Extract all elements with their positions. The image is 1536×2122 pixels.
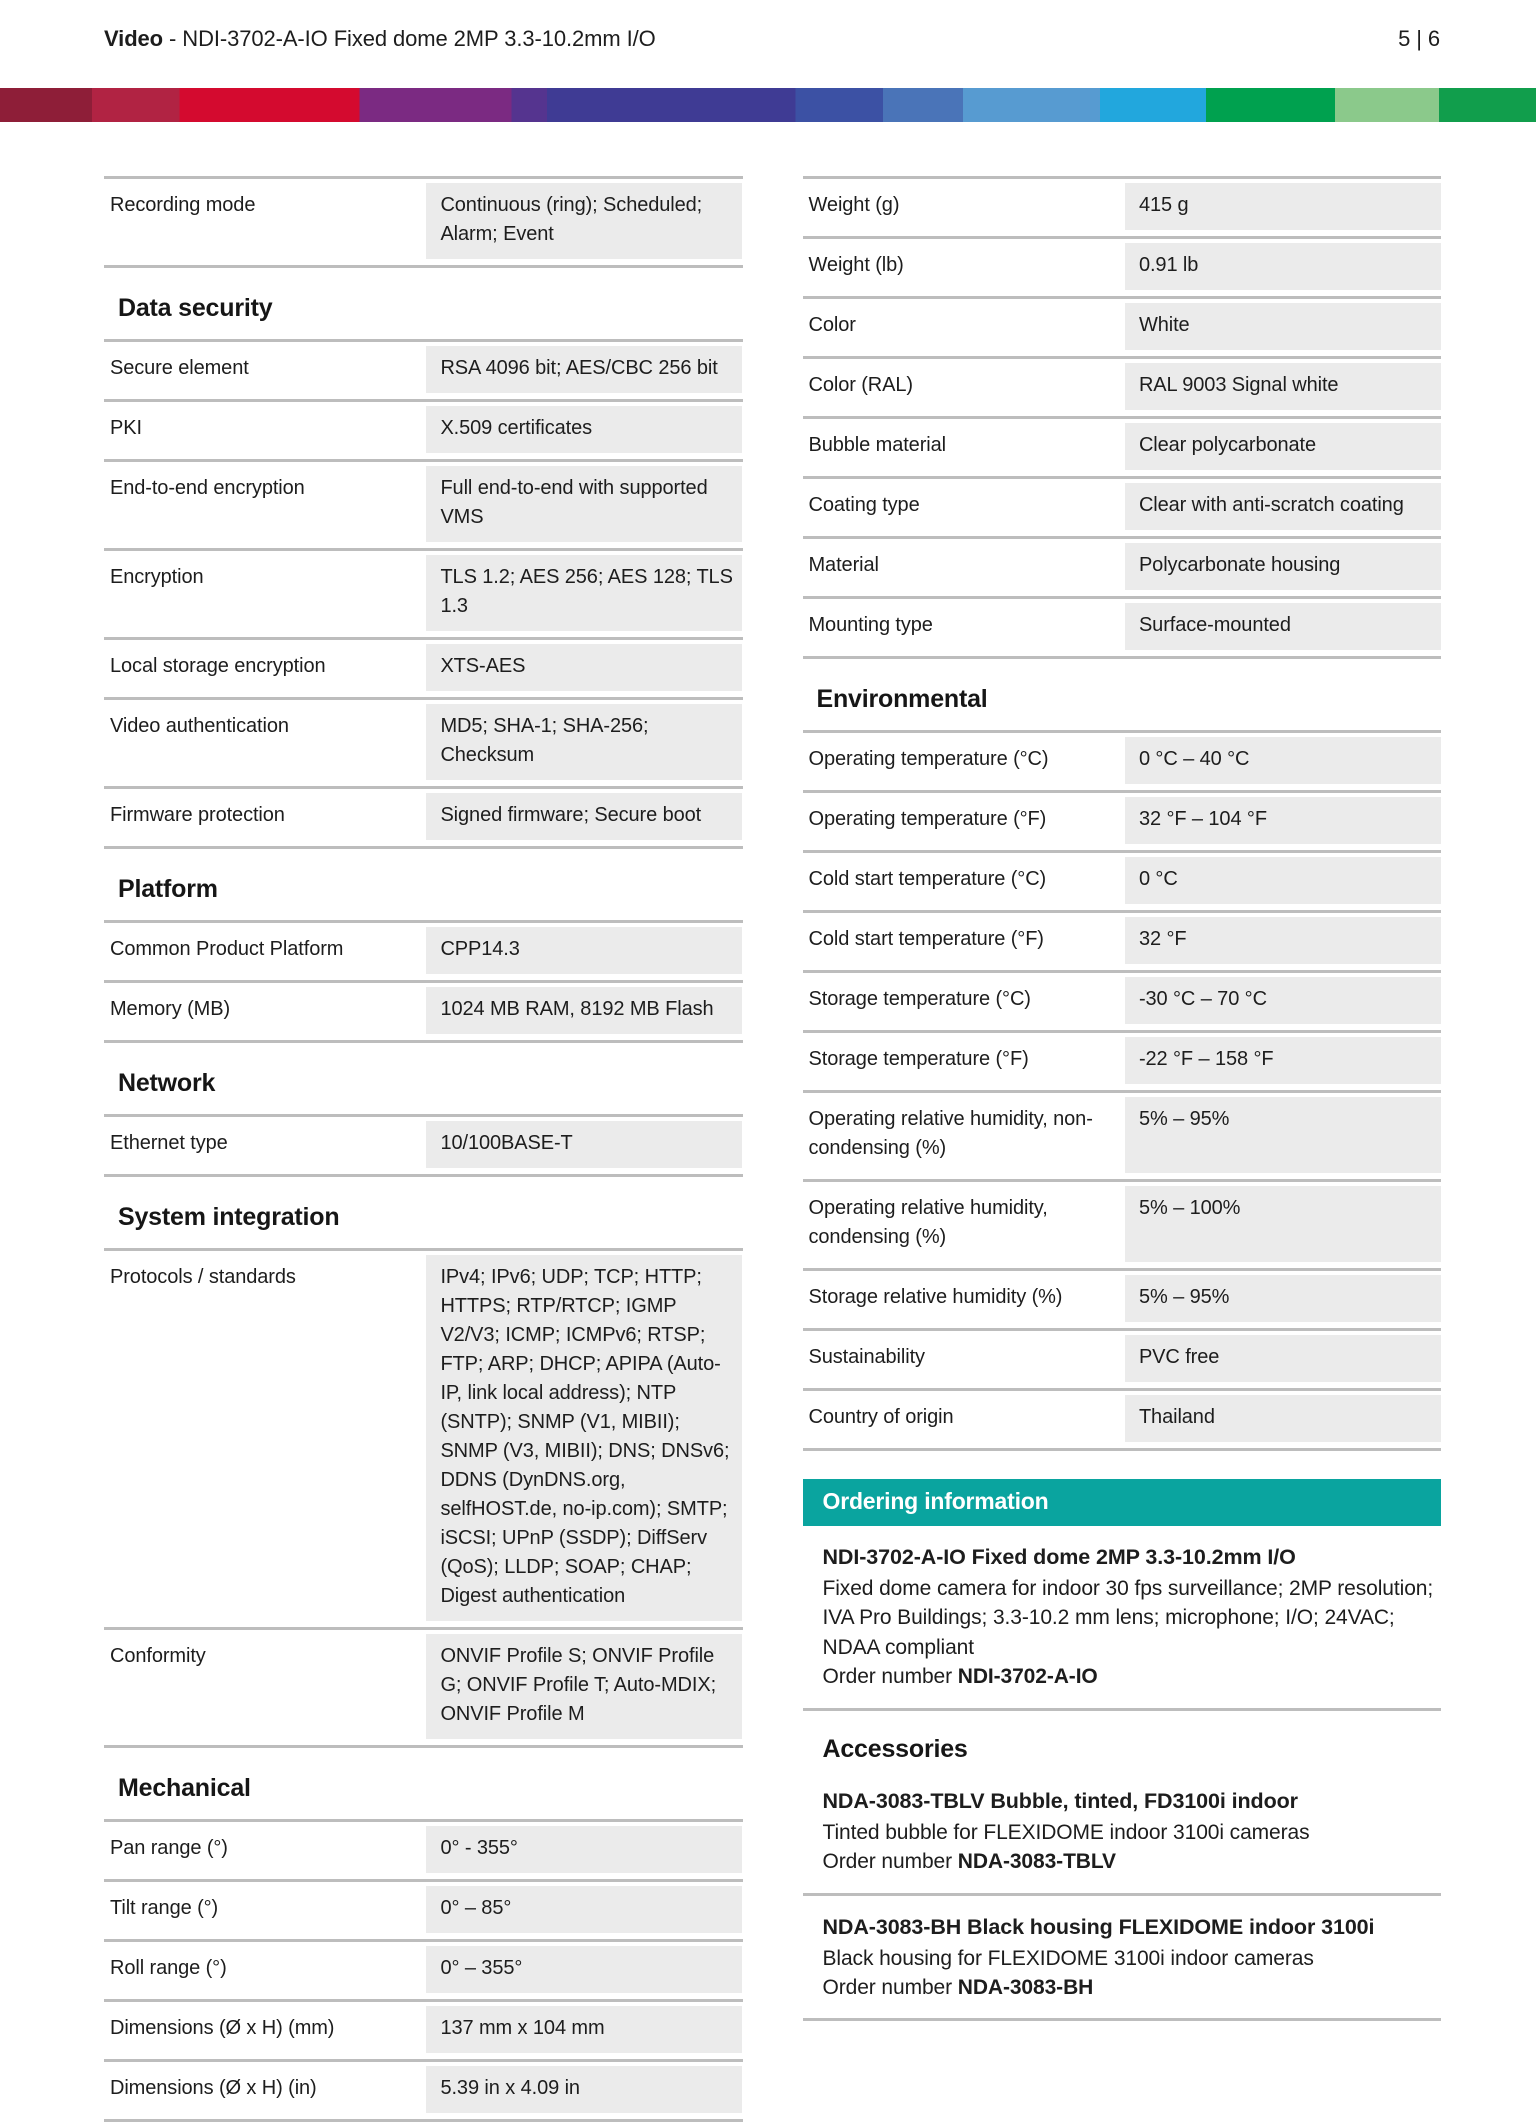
spec-value: Clear polycarbonate [1125,423,1441,470]
spec-label: Bubble material [803,423,1125,470]
spec-value: Surface-mounted [1125,603,1441,650]
order-number: NDI-3702-A-IO [957,1665,1098,1689]
entry-title: NDA-3083-BH Black housing FLEXIDOME indoor 3100i [822,1914,1375,1939]
spec-label: Pan range (°) [104,1826,426,1873]
spec-label: Conformity [104,1634,426,1739]
spec-row [803,479,1442,539]
spec-row [104,789,743,849]
spec-value: 0° – 85° [426,1886,742,1933]
spec-section [104,1774,743,2122]
spec-value: Thailand [1125,1395,1441,1442]
spec-value: 5% – 95% [1125,1097,1441,1173]
section-title: Network [118,1069,216,1097]
spec-label: Protocols / standards [104,1255,426,1621]
product-entry [803,1526,1442,1711]
spec-value: 0 °C – 40 °C [1125,737,1441,784]
spec-value: White [1125,303,1441,350]
page-number: 5 | 6 [1398,26,1440,51]
section-title: Environmental [816,685,988,713]
ordering-accessories [803,1770,1442,2022]
spec-label: Memory (MB) [104,987,426,1034]
ordering-products [803,1526,1442,1711]
spec-label: Weight (g) [803,183,1125,230]
spec-value: 0° – 355° [426,1946,742,1993]
spec-label: Coating type [803,483,1125,530]
order-number: NDA-3083-BH [957,1976,1094,2000]
spec-label: Ethernet type [104,1121,426,1168]
spec-value: Full end-to-end with supported VMS [426,466,742,542]
spec-row [803,419,1442,479]
entry-description: Fixed dome camera for indoor 30 fps surveillance; 2MP resolution; IVA Pro Buildings; 3.3-10.2 mm lens; microphone; I/O; 24VAC; NDAA compliant [822,1577,1434,1659]
spec-label: Operating temperature (°C) [803,737,1125,784]
spec-value: 32 °F – 104 °F [1125,797,1441,844]
spec-row [104,1117,743,1177]
spec-value: Continuous (ring); Scheduled; Alarm; Event [426,183,742,259]
left-column [104,176,743,2122]
spec-section [104,176,743,268]
spec-label: Storage temperature (°C) [803,977,1125,1024]
spec-section [104,1203,743,1748]
spec-value: MD5; SHA-1; SHA-256; Checksum [426,704,742,780]
order-number-line [823,1847,1442,1876]
right-spec-sections [803,176,1442,1451]
spec-row [104,2062,743,2122]
section-title: Mechanical [118,1774,251,1802]
spec-row [104,2002,743,2062]
spec-row [803,1331,1442,1391]
spec-label: Roll range (°) [104,1946,426,1993]
document-title [104,26,656,52]
spec-row [803,1033,1442,1093]
spec-value: 1024 MB RAM, 8192 MB Flash [426,987,742,1034]
spec-value: XTS-AES [426,644,742,691]
spec-label: Firmware protection [104,793,426,840]
spec-content [104,176,1441,2122]
spec-section [104,1069,743,1177]
accessories-heading: Accessories [822,1734,968,1763]
doc-product-title: NDI-3702-A-IO Fixed dome 2MP 3.3-10.2mm I/O [182,26,656,51]
spec-label: Weight (lb) [803,243,1125,290]
spec-row [104,700,743,789]
spec-label: Mounting type [803,603,1125,650]
spec-row [803,913,1442,973]
spec-label: Storage temperature (°F) [803,1037,1125,1084]
order-number-label: Order number [822,1850,958,1874]
entry-description: Tinted bubble for FLEXIDOME indoor 3100i cameras [822,1820,1310,1844]
spec-row [803,599,1442,659]
spec-value: Polycarbonate housing [1125,543,1441,590]
spec-row [104,402,743,462]
spec-row [803,733,1442,793]
spec-row [803,299,1442,359]
doc-category: Video [104,26,164,51]
spec-value: X.509 certificates [426,406,742,453]
spec-table [104,1114,743,1177]
spec-label: Encryption [104,555,426,631]
spec-value: 0 °C [1125,857,1441,904]
spec-label: Common Product Platform [104,927,426,974]
spec-value: ONVIF Profile S; ONVIF Profile G; ONVIF Profile T; Auto-MDIX; ONVIF Profile M [426,1634,742,1739]
accessory-entry [803,1896,1442,2022]
spec-value: Signed firmware; Secure boot [426,793,742,840]
spec-value: -22 °F – 158 °F [1125,1037,1441,1084]
spec-label: Local storage encryption [104,644,426,691]
spec-row [104,1630,743,1748]
section-title: System integration [118,1203,340,1231]
spec-value: IPv4; IPv6; UDP; TCP; HTTP; HTTPS; RTP/RTCP; IGMP V2/V3; ICMP; ICMPv6; RTSP; FTP; ARP; DHCP; APIPA (Auto-IP, link local address); NTP (SNTP); SNMP (V1, MIBII); SNMP (V3, MIBII); DNS; DNSv6; DDNS (DynDNS.org, selfHOST.de, no-ip.com); SMTP; iSCSI; UPnP (SSDP); DiffServ (QoS); LLDP; SOAP; CHAP; Digest authentication [426,1255,742,1621]
spec-value: 137 mm x 104 mm [426,2006,742,2053]
spec-value: 0.91 lb [1125,243,1441,290]
spec-value: RAL 9003 Signal white [1125,363,1441,410]
spec-label: Secure element [104,346,426,393]
spec-label: Operating relative humidity, condensing (%) [803,1186,1125,1262]
spec-label: Video authentication [104,704,426,780]
spec-section [803,685,1442,1451]
ordering-information-section [803,1479,1442,2021]
spec-value: 10/100BASE-T [426,1121,742,1168]
spec-row [803,973,1442,1033]
spec-label: Dimensions (Ø x H) (mm) [104,2006,426,2053]
order-number-line [823,1973,1442,2002]
entry-title: NDA-3083-TBLV Bubble, tinted, FD3100i indoor [822,1788,1298,1813]
spec-section [803,176,1442,659]
spec-row [803,853,1442,913]
spec-row [803,179,1442,239]
spec-value: CPP14.3 [426,927,742,974]
spec-row [104,551,743,640]
spec-label: End-to-end encryption [104,466,426,542]
spec-section [104,875,743,1043]
spec-row [803,1093,1442,1182]
right-column [803,176,1442,2122]
spec-table [104,920,743,1043]
spec-row [104,640,743,700]
spec-row [803,793,1442,853]
ordering-information-header: Ordering information [803,1479,1442,1526]
section-title: Platform [118,875,218,903]
spec-row [104,462,743,551]
spec-table [803,730,1442,1451]
spec-value: 5% – 100% [1125,1186,1441,1262]
spec-row [104,179,743,268]
spec-label: Operating temperature (°F) [803,797,1125,844]
spec-label: Cold start temperature (°C) [803,857,1125,904]
spec-table [104,339,743,849]
spec-value: PVC free [1125,1335,1441,1382]
spec-label: Storage relative humidity (%) [803,1275,1125,1322]
spec-row [104,1942,743,2002]
doc-title-separator: - [163,26,183,51]
spec-label: Cold start temperature (°F) [803,917,1125,964]
spec-value: 5.39 in x 4.09 in [426,2066,742,2113]
accessory-entry [803,1770,1442,1896]
spec-value: TLS 1.2; AES 256; AES 128; TLS 1.3 [426,555,742,631]
spec-value: 0° - 355° [426,1826,742,1873]
spec-table [803,176,1442,659]
spec-label: Material [803,543,1125,590]
spec-value: 32 °F [1125,917,1441,964]
spec-row [803,239,1442,299]
spec-table [104,1819,743,2122]
spec-label: Tilt range (°) [104,1886,426,1933]
brand-color-band [0,88,1536,122]
spec-row [104,983,743,1043]
spec-row [803,359,1442,419]
entry-description: Black housing for FLEXIDOME 3100i indoor cameras [822,1946,1314,1970]
spec-table [104,176,743,268]
spec-section [104,294,743,849]
order-number-line [823,1662,1442,1691]
spec-value: RSA 4096 bit; AES/CBC 256 bit [426,346,742,393]
spec-value: 5% – 95% [1125,1275,1441,1322]
spec-row [104,1822,743,1882]
spec-row [104,923,743,983]
spec-label: Dimensions (Ø x H) (in) [104,2066,426,2113]
order-number-label: Order number [822,1976,958,2000]
document-header [104,26,1440,52]
spec-label: PKI [104,406,426,453]
order-number: NDA-3083-TBLV [957,1850,1116,1874]
spec-row [803,1391,1442,1451]
spec-label: Recording mode [104,183,426,259]
section-title: Data security [118,294,273,322]
spec-label: Color [803,303,1125,350]
spec-row [104,1251,743,1630]
spec-label: Operating relative humidity, non-condensing (%) [803,1097,1125,1173]
spec-table [104,1248,743,1748]
spec-row [803,539,1442,599]
spec-label: Sustainability [803,1335,1125,1382]
spec-row [803,1182,1442,1271]
spec-value: Clear with anti-scratch coating [1125,483,1441,530]
spec-row [803,1271,1442,1331]
spec-value: 415 g [1125,183,1441,230]
spec-value: -30 °C – 70 °C [1125,977,1441,1024]
entry-title: NDI-3702-A-IO Fixed dome 2MP 3.3-10.2mm I/O [822,1545,1296,1569]
spec-label: Country of origin [803,1395,1125,1442]
spec-row [104,1882,743,1942]
order-number-label: Order number [822,1665,958,1689]
spec-label: Color (RAL) [803,363,1125,410]
spec-row [104,342,743,402]
